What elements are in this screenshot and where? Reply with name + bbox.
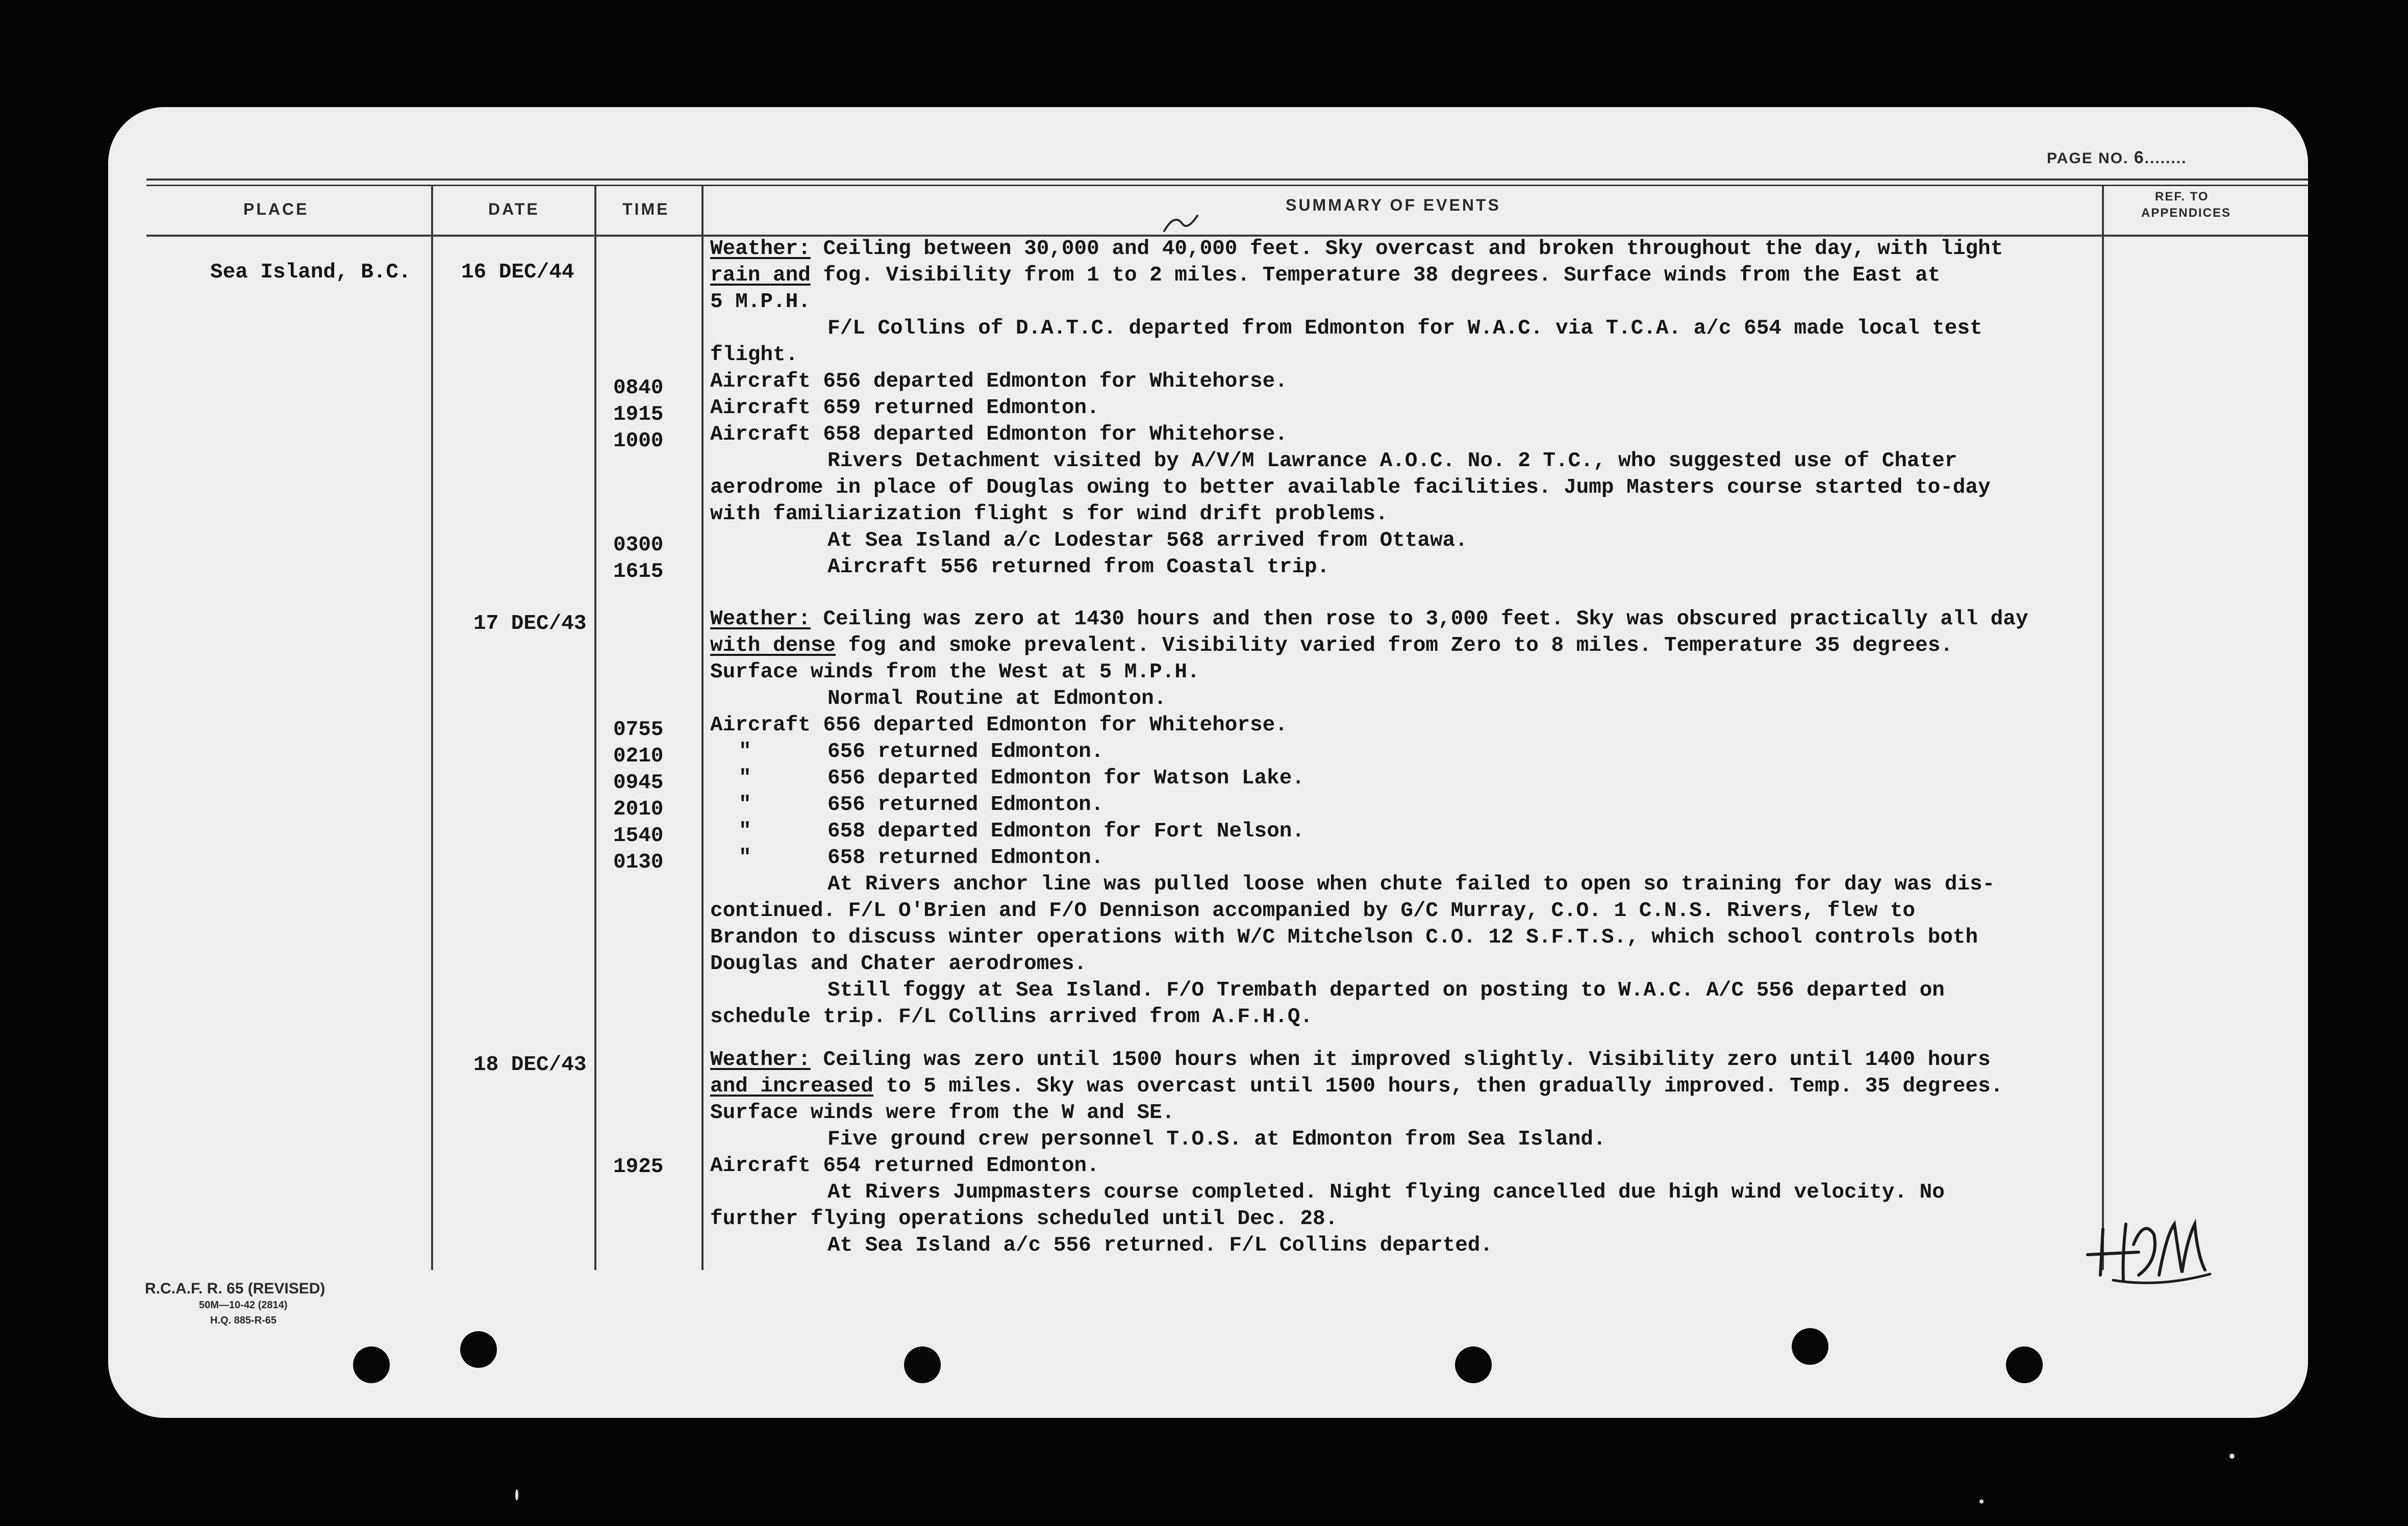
summary-text-underlined: rain and (710, 264, 811, 287)
summary-line: F/L Collins of D.A.T.C. departed from Edmonton for W.A.C. via T.C.A. a/c 654 made local test (827, 317, 1983, 340)
dust-speck (1979, 1499, 1984, 1504)
summary-text: fog and smoke prevalent. Visibility varied from Zero to 8 miles. Temperature 35 degrees. (836, 634, 1953, 657)
summary-text: fog. Visibility from 1 to 2 miles. Temperature 38 degrees. Surface winds from the East at (810, 264, 1941, 287)
punch-hole (1792, 1328, 1828, 1365)
ditto-mark: " (739, 793, 751, 817)
summary-line: Still foggy at Sea Island. F/O Trembath departed on posting to W.A.C. A/C 556 departed on (827, 979, 1945, 1002)
time-entry: 0945 (613, 771, 664, 795)
summary-text-underlined: and increased (710, 1075, 873, 1098)
summary-text: Ceiling was zero until 1500 hours when it improved slightly. Visibility zero until 1400 hours (823, 1048, 1991, 1072)
punch-hole (2006, 1346, 2043, 1383)
time-entry: 1615 (613, 560, 664, 583)
page-number-dots: ........ (2144, 150, 2187, 167)
summary-line: further flying operations scheduled until Dec. 28. (710, 1207, 1338, 1231)
summary-line: continued. F/L O'Brien and F/O Dennison accompanied by G/C Murray, C.O. 1 C.N.S. Rivers, flew to (710, 899, 1915, 923)
form-code: R.C.A.F. R. 65 (REVISED) (145, 1280, 325, 1297)
summary-line (710, 632, 1953, 659)
ditto-mark: " (739, 767, 751, 790)
summary-line: schedule trip. F/L Collins arrived from A.F.H.Q. (710, 1005, 1313, 1029)
summary-line: Five ground crew personnel T.O.S. at Edmonton from Sea Island. (827, 1128, 1606, 1151)
date-entry-17-dec: 17 DEC/43 (473, 612, 587, 635)
summary-text-underlined: with dense (710, 634, 836, 657)
summary-text: Ceiling between 30,000 and 40,000 feet. Sky overcast and broken throughout the day, with light (823, 237, 2003, 261)
summary-line (710, 606, 2028, 632)
time-entry: 0210 (613, 745, 664, 768)
form-code-hq: H.Q. 885-R-65 (210, 1315, 277, 1326)
summary-line: Rivers Detachment visited by A/V/M Lawrance A.O.C. No. 2 T.C., who suggested use of Chater (827, 449, 1958, 473)
punch-hole (904, 1346, 941, 1383)
time-entry: 0300 (613, 533, 664, 557)
weather-label: Weather: (710, 1048, 811, 1072)
summary-line: Surface winds from the West at 5 M.P.H. (710, 660, 1200, 684)
column-header-place: PLACE (243, 200, 309, 218)
summary-line: Aircraft 656 departed Edmonton for Whitehorse. (710, 714, 1288, 737)
column-header-summary: SUMMARY OF EVENTS (1286, 196, 1501, 214)
summary-line: with familiarization flight s for wind drift problems. (710, 502, 1388, 526)
place-entry: Sea Island, B.C. (210, 261, 411, 284)
ditto-mark: " (739, 740, 751, 764)
summary-line: 5 M.P.H. (710, 290, 811, 314)
summary-line: Aircraft 659 returned Edmonton. (710, 396, 1099, 420)
summary-line: Brandon to discuss winter operations with W/C Mitchelson C.O. 12 S.F.T.S., which school controls both (710, 926, 1978, 949)
page-number-label: PAGE NO. (2047, 150, 2129, 167)
summary-line: Aircraft 656 departed Edmonton for Whitehorse. (710, 370, 1288, 393)
summary-line: aerodrome in place of Douglas owing to better available facilities. Jump Masters course started to-day (710, 476, 1991, 499)
time-entry: 1000 (613, 429, 664, 453)
column-header-ref-2: APPENDICES (2141, 206, 2231, 220)
dust-speck (2229, 1454, 2235, 1459)
top-rule-1 (146, 179, 2308, 181)
summary-line: 656 returned Edmonton. (827, 740, 1104, 764)
column-header-time: TIME (622, 200, 670, 218)
punch-hole (1455, 1346, 1492, 1383)
punch-hole (353, 1346, 390, 1383)
date-entry-16-dec: 16 DEC/44 (461, 261, 574, 284)
summary-line: Surface winds were from the W and SE. (710, 1101, 1175, 1125)
summary-line: 656 returned Edmonton. (827, 793, 1104, 817)
weather-label: Weather: (710, 607, 811, 631)
summary-line: 658 departed Edmonton for Fort Nelson. (827, 820, 1305, 843)
form-code-print-run: 50M—10-42 (2814) (199, 1300, 288, 1311)
summary-line: flight. (710, 343, 798, 367)
summary-line: 656 departed Edmonton for Watson Lake. (827, 767, 1305, 790)
top-rule-2 (146, 185, 2308, 186)
record-sheet (108, 107, 2308, 1418)
column-header-ref-1: REF. TO (2155, 190, 2209, 204)
summary-line: Douglas and Chater aerodromes. (710, 952, 1087, 976)
summary-text: to 5 miles. Sky was overcast until 1500 hours, then gradually improved. Temp. 35 degrees. (873, 1075, 2003, 1098)
summary-line (710, 1073, 2003, 1100)
summary-line: At Sea Island a/c Lodestar 568 arrived from Ottawa. (827, 529, 1468, 552)
column-header-date: DATE (488, 200, 540, 218)
summary-line (710, 236, 2003, 262)
summary-line: At Rivers Jumpmasters course completed. Night flying cancelled due high wind velocity. No (827, 1181, 1945, 1204)
summary-line: At Sea Island a/c 556 returned. F/L Collins departed. (827, 1234, 1493, 1257)
page-number (2047, 148, 2187, 168)
dust-speck (515, 1489, 518, 1500)
divider-time-summary (701, 185, 704, 1270)
ditto-mark: " (739, 846, 751, 870)
punch-hole (460, 1331, 497, 1368)
summary-line (710, 262, 1940, 289)
summary-line: 658 returned Edmonton. (827, 846, 1104, 870)
time-entry: 1925 (613, 1155, 664, 1179)
weather-label: Weather: (710, 237, 811, 261)
time-entry: 1540 (613, 824, 664, 848)
handwritten-initials-signature (2077, 1204, 2220, 1290)
summary-line: Aircraft 658 departed Edmonton for Whitehorse. (710, 423, 1288, 446)
time-entry: 2010 (613, 798, 664, 821)
summary-text: Ceiling was zero at 1430 hours and then rose to 3,000 feet. Sky was obscured practically all day (823, 607, 2028, 631)
summary-line (710, 1047, 1991, 1073)
date-entry-18-dec: 18 DEC/43 (473, 1053, 587, 1077)
time-entry: 0840 (613, 376, 664, 400)
page-number-value: 6 (2134, 148, 2145, 167)
handwritten-mark (1159, 208, 1205, 239)
time-entry: 1915 (613, 403, 664, 426)
time-entry: 0755 (613, 718, 664, 742)
time-entry: 0130 (613, 851, 664, 874)
divider-place-date (431, 185, 433, 1270)
summary-line: Aircraft 556 returned from Coastal trip. (827, 555, 1330, 579)
divider-summary-ref (2102, 185, 2104, 1270)
summary-line: Normal Routine at Edmonton. (827, 687, 1167, 710)
summary-line: At Rivers anchor line was pulled loose when chute failed to open so training for day was dis- (827, 873, 1995, 896)
ditto-mark: " (739, 820, 751, 843)
summary-line: Aircraft 654 returned Edmonton. (710, 1154, 1099, 1178)
divider-date-time (594, 185, 596, 1270)
